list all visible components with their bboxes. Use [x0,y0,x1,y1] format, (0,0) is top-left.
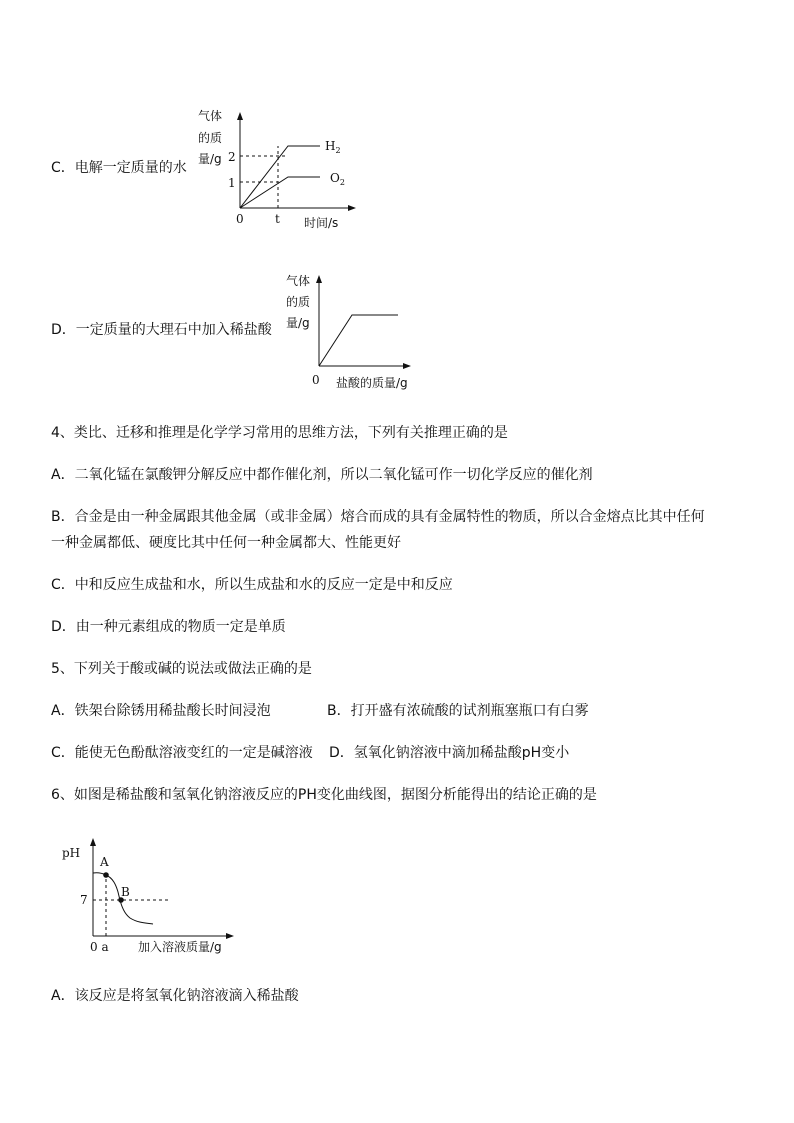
graph-ph-point-a [103,872,109,878]
graph-d-curve [319,315,398,366]
graph-c-h2-label: $H_2$ [325,139,341,155]
graph-c-x-arrow [348,205,356,211]
graph-ph-label-b: B [121,885,130,899]
electrolysis-graph [190,100,370,235]
q4-stem: 4、类比、迁移和推理是化学学习常用的思维方法，下列有关推理正确的是 [51,425,508,441]
graph-c-xlabel: 时间/s [304,216,339,230]
graph-c-ytick-1: 1 [228,176,236,190]
graph-ph-y-arrow [90,838,96,846]
graph-d-xlabel: 盐酸的质量/g [336,376,408,390]
graph-c-origin: 0 [236,212,244,226]
graph-ph-xlabel: 加入溶液质量/g [138,940,222,954]
ph-curve-graph [58,830,258,960]
option-d-label: D．一定质量的大理石中加入稀盐酸 [51,322,272,338]
q4-option-b-line1: B．合金是由一种金属跟其他金属（或非金属）熔合而成的具有金属特性的物质，所以合金熔点比其中任何 [51,509,705,525]
marble-acid-graph [280,265,430,395]
q6-option-a: A．该反应是将氢氧化钠溶液滴入稀盐酸 [51,988,299,1004]
q5-option-a: A．铁架台除锈用稀盐酸长时间浸泡 [51,703,271,719]
q4-option-d: D．由一种元素组成的物质一定是单质 [51,619,286,635]
q4-option-c: C．中和反应生成盐和水，所以生成盐和水的反应一定是中和反应 [51,577,453,593]
graph-c-o2-label: $O_2$ [330,171,345,187]
graph-d-origin: 0 [312,373,320,387]
q4-option-b-line2: 一种金属都低、硬度比其中任何一种金属都大、性能更好 [51,535,401,551]
q5-option-d: D．氢氧化钠溶液中滴加稀盐酸pH变小 [329,745,570,761]
graph-c-y-arrow [237,112,243,120]
graph-ph-ytick-7: 7 [80,893,88,907]
graph-ph-origin-a: 0 a [90,940,109,954]
graph-ph-x-arrow [226,933,234,939]
graph-ph-label-a: A [100,855,109,869]
q5-stem: 5、下列关于酸或碱的说法或做法正确的是 [51,661,312,677]
graph-c-ylabel-2: 的质 [198,131,223,145]
graph-c-t-tick: t [275,212,280,226]
graph-d-ylabel-2: 的质 [286,295,311,309]
graph-c-ylabel-3: 量/g [198,152,222,166]
graph-d-x-arrow [403,363,411,369]
q6-stem: 6、如图是稀盐酸和氢氧化钠溶液反应的PH变化曲线图，据图分析能得出的结论正确的是 [51,787,597,803]
q5-option-b: B．打开盛有浓硫酸的试剂瓶塞瓶口有白雾 [327,703,589,719]
option-c-label: C．电解一定质量的水 [51,160,187,176]
graph-c-ylabel-1: 气体 [198,109,223,123]
graph-c-ytick-2: 2 [228,150,236,164]
graph-d-y-arrow [316,275,322,283]
graph-ph-ylabel: pH [62,846,81,860]
graph-d-ylabel-1: 气体 [286,274,311,288]
q5-option-c: C．能使无色酚酞溶液变红的一定是碱溶液 [51,745,313,761]
q4-option-a: A．二氧化锰在氯酸钾分解反应中都作催化剂，所以二氧化锰可作一切化学反应的催化剂 [51,467,593,483]
graph-d-ylabel-3: 量/g [286,316,310,330]
